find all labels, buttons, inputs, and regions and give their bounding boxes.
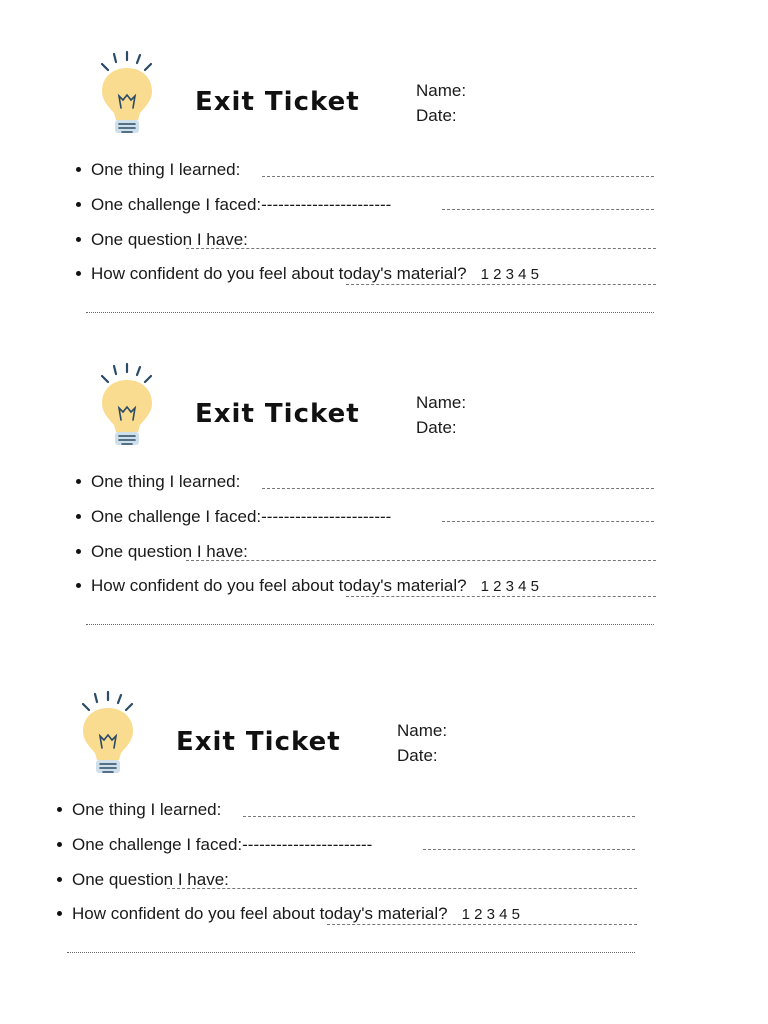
bullet (57, 842, 62, 847)
prompt-challenge (76, 195, 391, 215)
challenge-dashes: ----------------------- (242, 835, 373, 854)
ticket-title: Exit Ticket (195, 87, 360, 117)
bullet (76, 583, 81, 588)
ticket-meta (416, 390, 466, 440)
name-label: Name: (416, 393, 467, 412)
prompt-confidence-label: How confident do you feel about today's material? (91, 576, 467, 595)
prompt-challenge (57, 835, 372, 855)
answer-line-confidence[interactable] (327, 924, 637, 925)
bullet (57, 877, 62, 882)
answer-line-challenge[interactable] (423, 849, 635, 850)
prompt-learned (76, 472, 240, 492)
exit-ticket (0, 45, 768, 375)
prompt-challenge (76, 507, 391, 527)
bullet (76, 237, 81, 242)
answer-line-learned[interactable] (243, 816, 635, 817)
lightbulb-icon (90, 362, 160, 452)
name-label: Name: (416, 81, 467, 100)
separator-line (67, 952, 635, 953)
answer-line-learned[interactable] (262, 176, 654, 177)
ticket-meta (416, 78, 466, 128)
prompt-confidence-label: How confident do you feel about today's material? (91, 264, 467, 283)
separator-line (86, 624, 654, 625)
bullet (76, 549, 81, 554)
challenge-dashes: ----------------------- (261, 195, 392, 214)
bullet (76, 479, 81, 484)
bullet (76, 514, 81, 519)
prompt-confidence (76, 264, 539, 284)
answer-line-confidence[interactable] (346, 596, 656, 597)
bullet (76, 271, 81, 276)
answer-line-question[interactable] (186, 560, 656, 561)
prompt-question-label: One question I have: (91, 542, 248, 561)
prompt-challenge-label: One challenge I faced: (91, 507, 262, 526)
lightbulb-icon (71, 690, 141, 780)
ticket-meta (397, 718, 447, 768)
prompt-confidence (57, 904, 520, 924)
bullet (76, 202, 81, 207)
prompt-confidence-label: How confident do you feel about today's material? (72, 904, 448, 923)
date-label: Date: (416, 106, 457, 125)
prompt-learned-label: One thing I learned: (72, 800, 222, 819)
bullet (76, 167, 81, 172)
confidence-scale: 1 2 3 4 5 (461, 906, 520, 923)
answer-line-question[interactable] (167, 888, 637, 889)
date-label: Date: (416, 418, 457, 437)
answer-line-challenge[interactable] (442, 209, 654, 210)
answer-line-confidence[interactable] (346, 284, 656, 285)
prompt-learned-label: One thing I learned: (91, 472, 241, 491)
prompt-confidence (76, 576, 539, 596)
prompt-question (76, 542, 248, 562)
prompt-question (57, 870, 229, 890)
exit-ticket (0, 685, 768, 1015)
challenge-dashes: ----------------------- (261, 507, 392, 526)
bullet (57, 911, 62, 916)
bullet (57, 807, 62, 812)
prompt-question-label: One question I have: (91, 230, 248, 249)
prompt-learned (57, 800, 221, 820)
ticket-title: Exit Ticket (176, 727, 341, 757)
lightbulb-icon (90, 50, 160, 140)
name-label: Name: (397, 721, 448, 740)
prompt-question-label: One question I have: (72, 870, 229, 889)
answer-line-learned[interactable] (262, 488, 654, 489)
date-label: Date: (397, 746, 438, 765)
prompt-learned (76, 160, 240, 180)
confidence-scale: 1 2 3 4 5 (480, 266, 539, 283)
prompt-challenge-label: One challenge I faced: (91, 195, 262, 214)
answer-line-challenge[interactable] (442, 521, 654, 522)
prompt-challenge-label: One challenge I faced: (72, 835, 243, 854)
ticket-title: Exit Ticket (195, 399, 360, 429)
confidence-scale: 1 2 3 4 5 (480, 578, 539, 595)
prompt-question (76, 230, 248, 250)
separator-line (86, 312, 654, 313)
answer-line-question[interactable] (186, 248, 656, 249)
prompt-learned-label: One thing I learned: (91, 160, 241, 179)
exit-ticket (0, 357, 768, 687)
